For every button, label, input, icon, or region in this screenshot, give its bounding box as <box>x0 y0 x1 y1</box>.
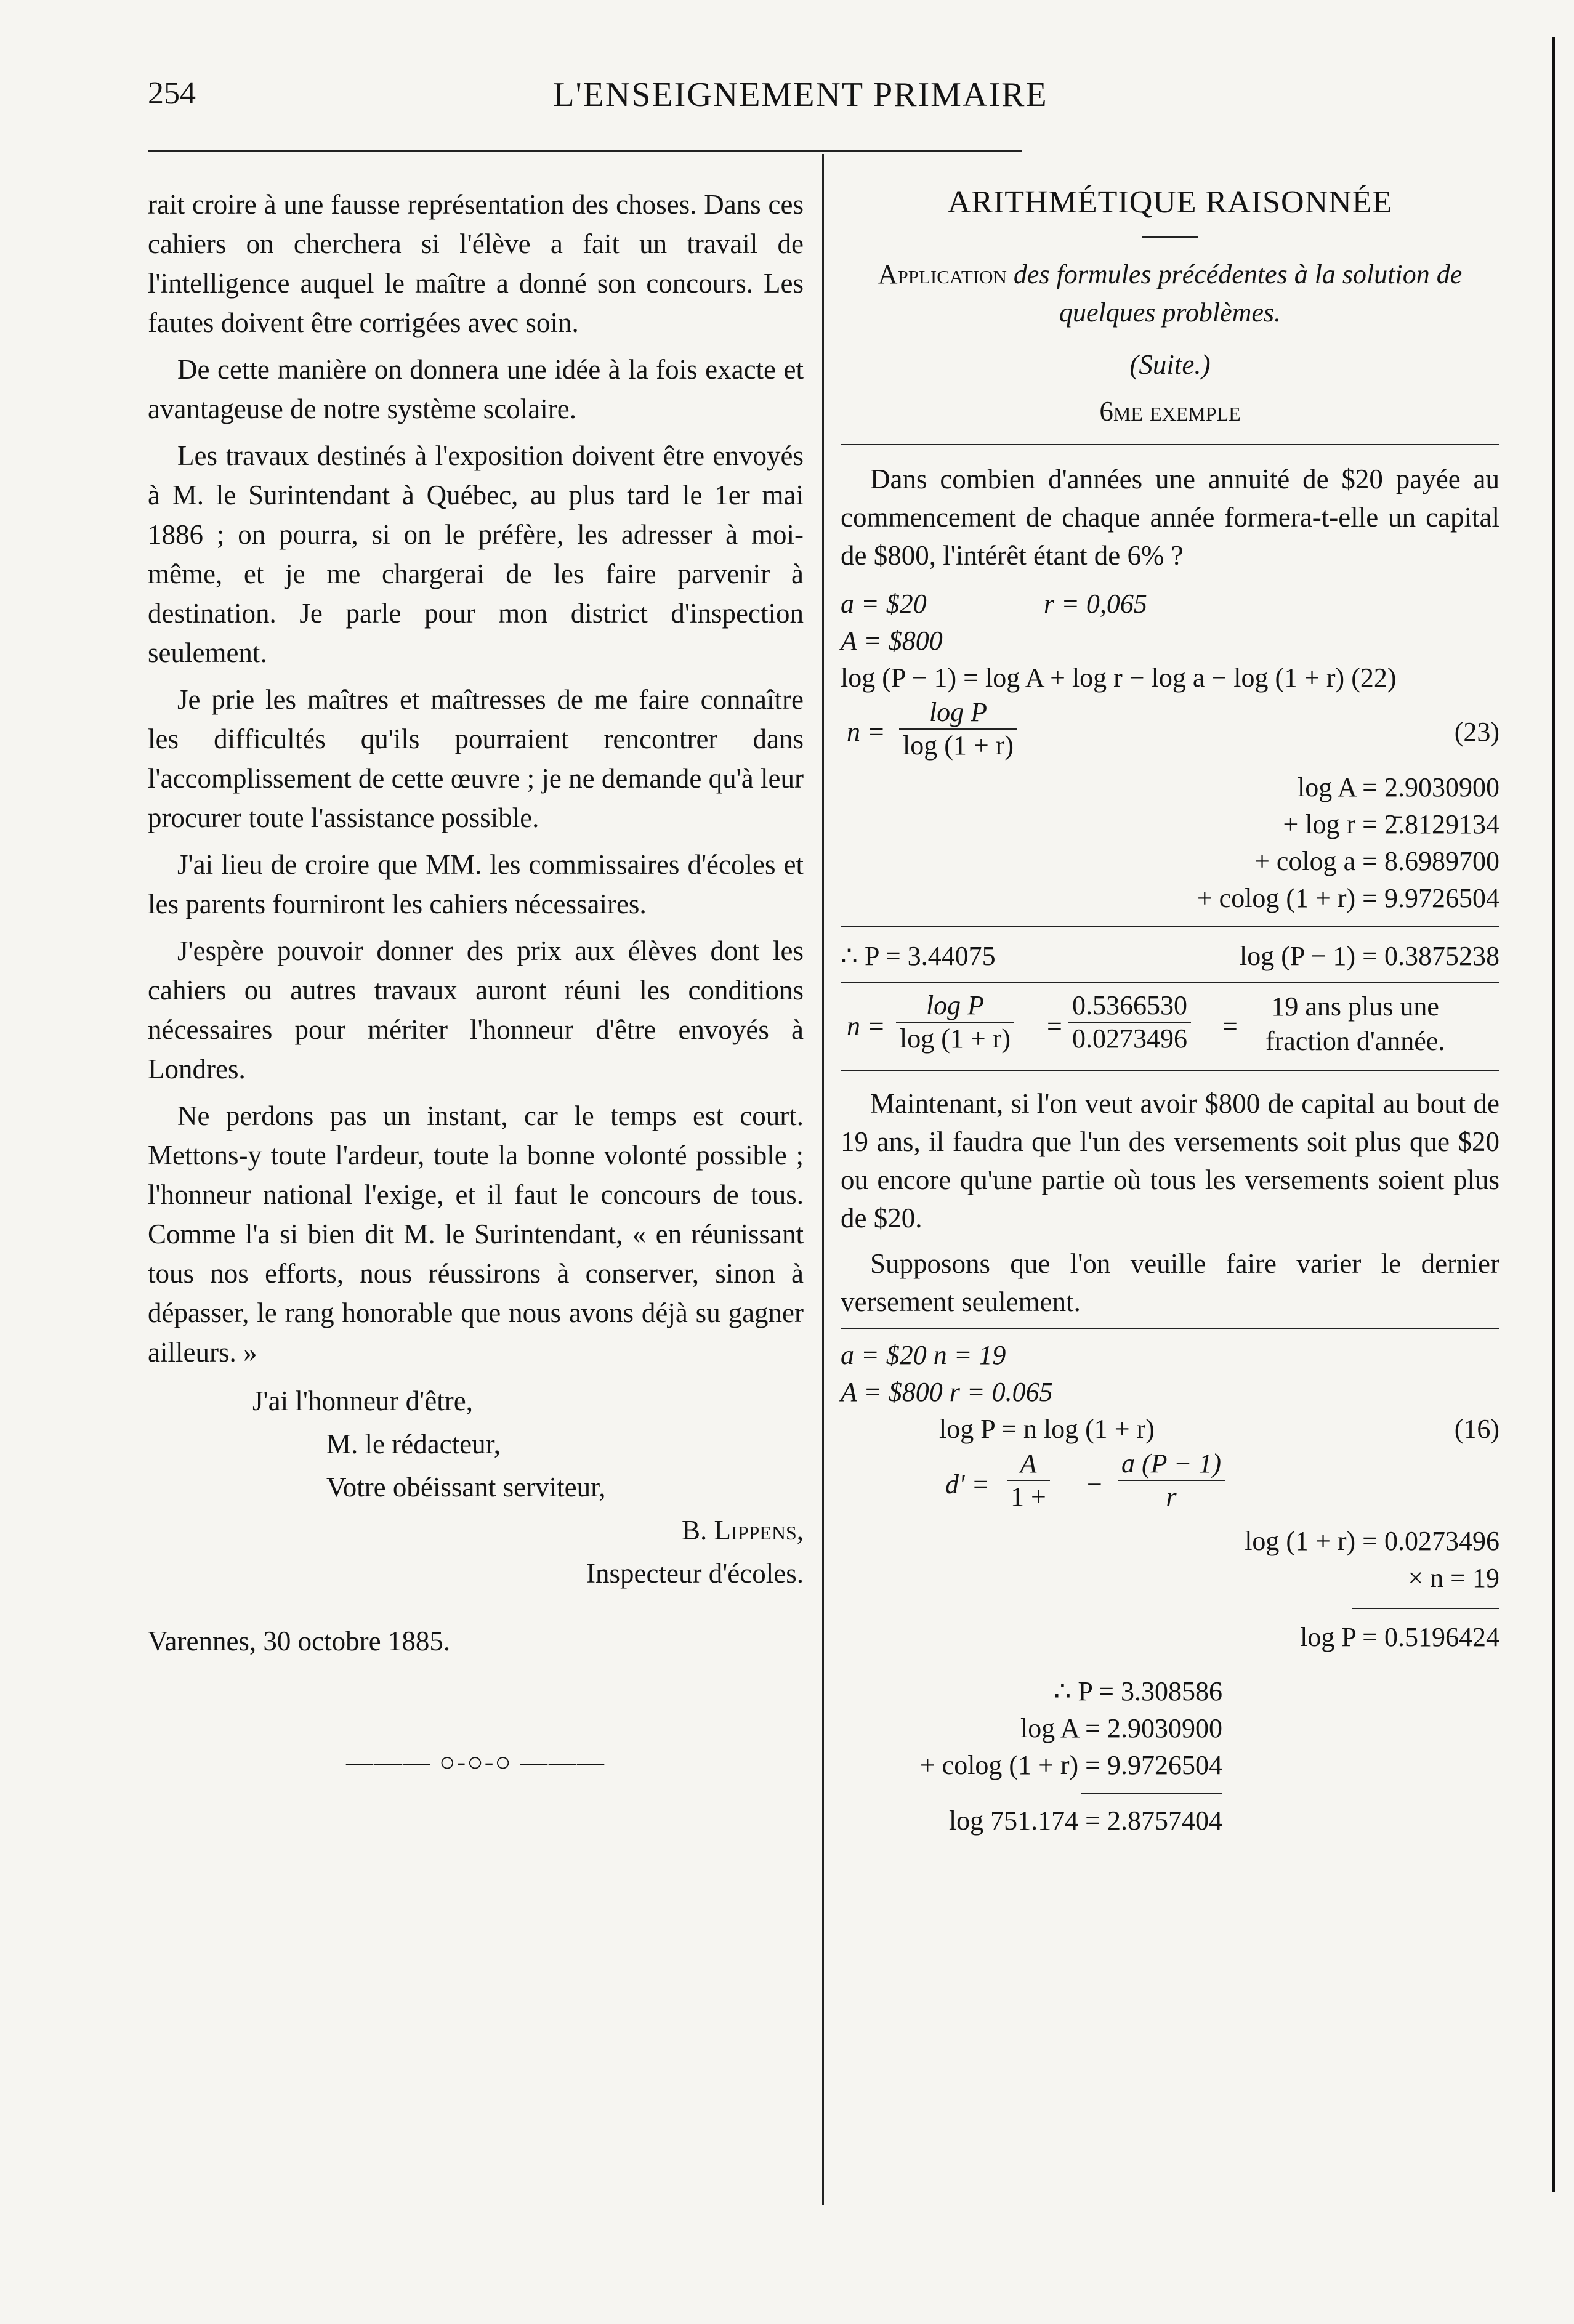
section-title: ARITHMÉTIQUE RAISONNÉE <box>947 185 1393 220</box>
signature: B. Lippens, <box>682 1515 804 1546</box>
calc-line: log P = 0.5196424 <box>1300 1622 1499 1652</box>
divider <box>841 1070 1499 1071</box>
divider <box>841 1328 1499 1329</box>
fraction <box>1007 1448 1050 1513</box>
section-subtitle <box>841 256 1499 332</box>
fraction-denominator: log (1 + r) <box>903 730 1014 761</box>
given-a-n: a = $20 n = 19 <box>841 1340 1006 1370</box>
result-n-lhs: n = <box>847 1011 886 1041</box>
paragraph: rait croire à une fausse représentation des choses. Dans ces cahiers on cherchera si l'élève a fait un travail de l'intelligence auquel le maître a donné son concours. Les fautes doivent être corrigées avec soin. <box>148 189 804 338</box>
fraction <box>1068 990 1191 1055</box>
fraction-denominator: 1 + <box>1011 1482 1046 1512</box>
closing-servant: Votre obéissant serviteur, <box>326 1472 606 1503</box>
signature-role: Inspecteur d'écoles. <box>586 1558 804 1589</box>
divider <box>841 926 1499 927</box>
formula-d <box>841 1448 1499 1519</box>
math-block-1 <box>841 586 1499 1063</box>
calc-line: log A = 2.9030900 <box>1298 772 1499 802</box>
math-block-2 <box>841 1337 1499 1839</box>
formula-d-lhs: d' = <box>945 1469 990 1499</box>
divider <box>841 982 1499 983</box>
result-log-P-1: log (P − 1) = 0.3875238 <box>1240 941 1499 971</box>
calc-line: log A = 2.9030900 <box>1020 1713 1222 1743</box>
calc-line: ∴ P = 3.308586 <box>1054 1676 1222 1706</box>
title-rule <box>1142 236 1198 238</box>
problem-statement: Dans combien d'années une annuité de $20 payée au commencement de chaque année formera-t-elle un capital de $800, l'intérêt étant de 6% ? <box>841 464 1499 571</box>
page-edge-rule <box>1552 37 1555 2192</box>
calc-block-3 <box>841 1673 1222 1839</box>
fraction-denominator: 0.0273496 <box>1072 1023 1187 1054</box>
fraction-numerator: A <box>1007 1448 1050 1481</box>
paragraph: Supposons que l'on veuille faire varier le dernier versement seulement. <box>841 1248 1499 1317</box>
header-rule <box>148 150 1022 152</box>
calc-line: + log r = 2̄.8129134 <box>1283 809 1499 839</box>
fraction-denominator: log (1 + r) <box>900 1023 1011 1054</box>
calc-line: × n = 19 <box>1408 1563 1499 1593</box>
paragraph: J'espère pouvoir donner des prix aux élèves dont les cahiers ou autres travaux auront réuni les conditions nécessaires pour mériter l'honneur d'être envoyés à Londres. <box>148 935 804 1084</box>
page-number: 254 <box>148 76 196 111</box>
calc-line: + colog a = 8.6989700 <box>1254 846 1499 876</box>
given-A: A = $800 <box>841 626 943 656</box>
fraction-numerator: log P <box>899 696 1017 730</box>
fraction-numerator: a (P − 1) <box>1118 1448 1225 1481</box>
math-row <box>841 586 1499 623</box>
answer-line-2: fraction d'année. <box>1265 1026 1445 1056</box>
column-divider <box>822 154 824 2205</box>
fraction <box>896 990 1014 1055</box>
fraction <box>1118 1448 1225 1513</box>
math-row <box>841 938 1499 975</box>
fraction-denominator: r <box>1166 1482 1177 1512</box>
math-row <box>841 1374 1499 1411</box>
given-a: a = $20 <box>841 589 927 619</box>
fraction <box>899 696 1017 762</box>
subtitle-rest: des formules précédentes à la solution de quelques problèmes. <box>1013 259 1463 328</box>
formula-23 <box>841 696 1499 764</box>
calc-line: log 751.174 = 2.8757404 <box>948 1806 1222 1836</box>
math-row <box>841 660 1499 696</box>
calc-line: + colog (1 + r) = 9.9726504 <box>919 1750 1222 1780</box>
math-row <box>841 623 1499 660</box>
example-heading: 6me exemple <box>1099 396 1241 427</box>
closing-salutation: J'ai l'honneur d'être, <box>252 1386 473 1416</box>
result-n-eq: = <box>1222 1011 1238 1041</box>
calc-line: log (1 + r) = 0.0273496 <box>1245 1526 1499 1556</box>
math-row <box>841 1337 1499 1374</box>
sum-rule <box>1352 1608 1499 1609</box>
calc-block-1 <box>841 769 1499 917</box>
calc-line: + colog (1 + r) = 9.9726504 <box>1197 883 1499 913</box>
paragraph: J'ai lieu de croire que MM. les commissaires d'écoles et les parents fourniront les cahiers nécessaires. <box>148 849 804 919</box>
paragraph: Les travaux destinés à l'exposition doivent être envoyés à M. le Surintendant à Québec, au plus tard le 1er mai 1886 ; on pourra, si on le préfère, les adresser à moi-même, et je me chargerai de les faire parvenir à destination. Je parle pour mon district d'inspection seulement. <box>148 440 804 668</box>
divider <box>841 444 1499 445</box>
running-title: L'ENSEIGNEMENT PRIMAIRE <box>553 76 1048 114</box>
result-P: ∴ P = 3.44075 <box>841 941 996 971</box>
sum-rule <box>1081 1793 1222 1794</box>
fraction-numerator: log P <box>896 990 1014 1023</box>
math-row <box>841 1411 1499 1448</box>
given-A-r: A = $800 r = 0.065 <box>841 1377 1053 1407</box>
formula-16-tag: (16) <box>1454 1414 1499 1444</box>
letter-date: Varennes, 30 octobre 1885. <box>148 1626 451 1656</box>
formula-23-lhs: n = <box>847 717 886 747</box>
paragraph: Maintenant, si l'on veut avoir $800 de capital au bout de 19 ans, il faudra que l'un des versements soit plus que $20 ou encore qu'une partie où tous les versements soient plus de $20. <box>841 1088 1499 1233</box>
fraction-numerator: 0.5366530 <box>1068 990 1191 1023</box>
given-r: r = 0,065 <box>1044 589 1147 619</box>
right-column <box>841 179 1499 1839</box>
answer-line-1: 19 ans plus une <box>1271 991 1439 1022</box>
formula-d-minus: − <box>1087 1469 1102 1499</box>
suite-label: (Suite.) <box>1129 349 1211 380</box>
closing-addressee: M. le rédacteur, <box>326 1429 501 1459</box>
running-header <box>148 75 1552 131</box>
formula-23-tag: (23) <box>1454 717 1499 747</box>
section-ornament: ——— ○-○-○ ——— <box>345 1747 606 1777</box>
formula-22: log (P − 1) = log A + log r − log a − log (1 + r) (22) <box>841 663 1397 693</box>
subtitle-lead: Application <box>878 259 1007 289</box>
paragraph: De cette manière on donnera une idée à la fois exacte et avantageuse de notre système scolaire. <box>148 354 804 424</box>
paragraph: Je prie les maîtres et maîtresses de me faire connaître les difficultés qu'ils pourraient rencontrer dans l'accomplissement de cette œuvre ; je ne demande qu'à leur procurer toute l'assistance possible. <box>148 684 804 833</box>
calc-block-2 <box>841 1523 1499 1656</box>
left-column <box>148 185 804 1782</box>
paragraph: Ne perdons pas un instant, car le temps est court. Mettons-y toute l'ardeur, toute la bonne volonté possible ; l'honneur national l'exige, et il faut le concours de tous. Comme l'a si bien dit M. le Surintendant, « en réunissant tous nos efforts, nous réussirons à conserver, sinon à dépasser, le rang honorable que nous avons déjà su gagner ailleurs. » <box>148 1100 804 1368</box>
result-n: n = $\frac{\text{log P}}{\log (1 + r)}$ = $\frac{0.5366530}{0.0273496}$ = 19 ans plus une fraction d'année. <box>841 990 1499 1063</box>
formula-16: log P = n log (1 + r) <box>939 1414 1155 1444</box>
letter-closing <box>148 1379 804 1663</box>
